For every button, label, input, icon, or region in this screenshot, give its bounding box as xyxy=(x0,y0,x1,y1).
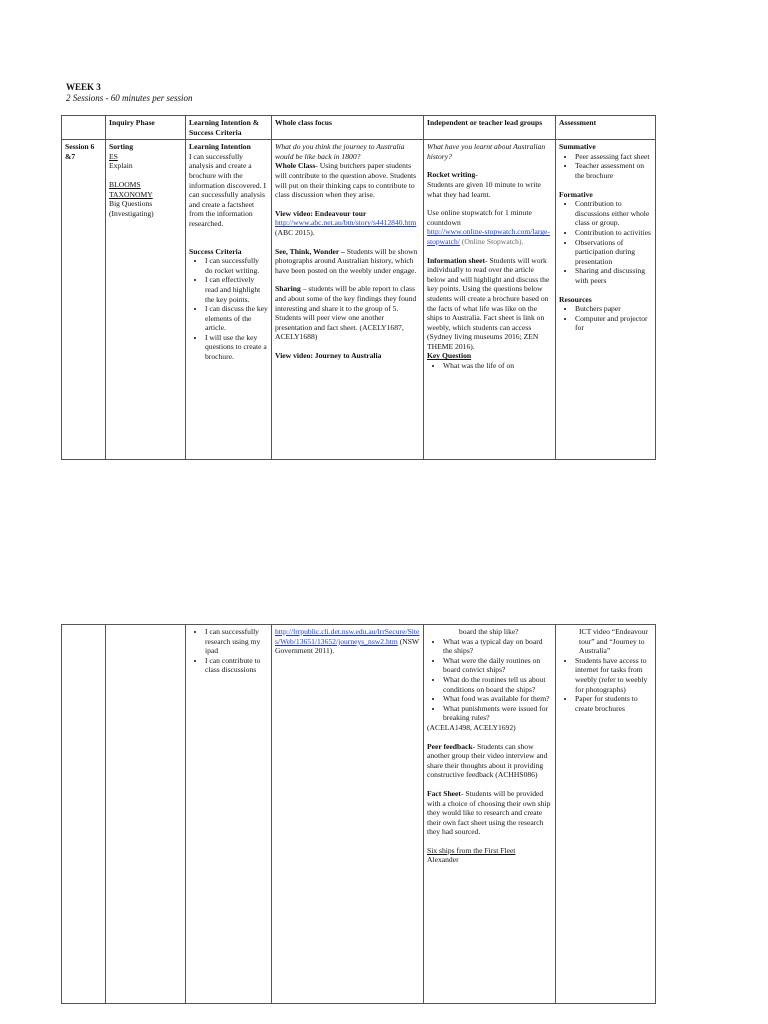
list-item: • I can successfully do rocket writing. xyxy=(205,256,268,275)
session-label: Session 6 &7 xyxy=(65,142,95,161)
sharing-label: Sharing xyxy=(275,284,301,294)
header-cell-inquiry: Inquiry Phase xyxy=(106,116,186,140)
list-item: • What punishments were issued for breaking rules? xyxy=(443,704,552,723)
list-item: • Contribution to discussions either whole class or group. xyxy=(575,199,652,228)
header-row xyxy=(62,116,656,140)
list-item: • I can discuss the key elements of the article. xyxy=(205,304,268,333)
resources-list xyxy=(559,656,652,714)
list-item: • Paper for students to create brochures xyxy=(575,694,652,713)
list-item: • Students have access to internet for tasks from weebly (refer to weebly for photographs) xyxy=(575,656,652,694)
groups-question: What have you learnt about Australian history? xyxy=(427,142,546,161)
summative-label: Summative xyxy=(559,142,596,152)
ship-name: Alexander xyxy=(427,855,459,865)
see-think-wonder xyxy=(275,247,420,276)
lesson-plan-table-continued xyxy=(61,624,656,1004)
view-video-label: View video xyxy=(275,208,311,218)
assessment-cell xyxy=(556,625,656,1004)
list-item: • Computer and projector for xyxy=(575,314,652,333)
information-sheet-text: - Students will work individually to read over the article below and will highlight and discuss the key points. Using the questions below students will create a brochure based on the facts of what life was like on the ships to Australia. Fact sheet is link on weebly, which students can access (Sydney living museums 2016; ZEN THEME 2016). xyxy=(427,255,550,351)
key-question-list xyxy=(427,361,552,371)
inquiry-cell xyxy=(106,140,186,460)
learning-cell xyxy=(186,140,272,460)
li-text: I can successfully analysis and create a brochure with the information discovered. I can successfully analysis and create a factsheet from the information researched. xyxy=(189,151,266,228)
fact-sheet-text: - Students will be provided with a choice of choosing their own ship they would like to research and create their own fact sheet using the research they had sourced. xyxy=(427,788,551,837)
list-item: • What do the routines tell us about conditions on board the ships? xyxy=(443,675,552,694)
key-question-list xyxy=(427,637,552,723)
header-cell-whole-class: Whole class focus xyxy=(272,116,424,140)
fact-sheet-para xyxy=(427,789,552,837)
whole-class-para xyxy=(275,161,420,199)
peer-feedback-label: Peer feedback xyxy=(427,741,473,751)
curriculum-codes: (ACELA1498, ACELY1692) xyxy=(427,722,516,732)
list-item: • Teacher assessment on the brochure xyxy=(575,161,652,180)
whole-class-label: Whole Class xyxy=(275,161,316,171)
list-item: • I will use the key questions to create a brochure. xyxy=(205,333,268,362)
journey-video-link[interactable]: http://lrrpublic.cli.det.nsw.edu.au/lrrSecure/Sites/Web/13651/13652/journeys_nsw2.htm xyxy=(275,627,420,646)
list-item: • Butchers paper xyxy=(575,304,652,314)
stopwatch-link[interactable]: http://www.online-stopwatch.com/large-stopwatch/ xyxy=(427,227,550,246)
resources-continued: ICT video “Endeavour tour” and “Journey to Australia” xyxy=(579,627,649,656)
stopwatch-citation: (Online Stopwatch). xyxy=(461,236,524,246)
peer-feedback-text: - Students can show another group their video interview and share their thoughts about it providing constructive feedback (ACHHS086) xyxy=(427,741,548,780)
list-item: • I can effectively read and highlight the key points. xyxy=(205,275,268,304)
header-cell-groups: Independent or teacher lead groups xyxy=(424,116,556,140)
li-heading: Learning Intention xyxy=(189,142,251,152)
whole-class-text: - Using butchers paper students will contribute to the question above. Students will put on their thinking caps to contribute to class discussion when they arise. xyxy=(275,161,417,200)
groups-cell xyxy=(424,140,556,460)
information-sheet-label: Information sheet xyxy=(427,255,486,265)
assessment-cell xyxy=(556,140,656,460)
stopwatch-text: Use online stopwatch for 1 minute countdown xyxy=(427,208,532,227)
whole-class-cell xyxy=(272,625,424,1004)
sc-heading: Success Criteria xyxy=(189,246,242,256)
page-header xyxy=(66,82,193,104)
big-questions: Big Questions (Investigating) xyxy=(109,199,154,218)
header-cell-learning: Learning Intention & Success Criteria xyxy=(186,116,272,140)
formative-list xyxy=(559,199,652,285)
list-item: • What was a typical day on board the ships? xyxy=(443,637,552,656)
inquiry-explain: Explain xyxy=(109,161,133,171)
list-item: • What were the daily routines on board convict ships? xyxy=(443,656,552,675)
session-row-continued xyxy=(62,625,656,1004)
peer-feedback-para xyxy=(427,742,552,780)
sharing-para xyxy=(275,284,420,342)
list-item: • Observations of participation during presentation xyxy=(575,238,652,267)
six-ships-link[interactable]: Six ships from the First Fleet xyxy=(427,845,516,855)
list-item: • What was the life of on xyxy=(443,361,552,371)
lesson-plan-table xyxy=(61,115,656,460)
summative-list xyxy=(559,152,652,181)
week-title: WEEK 3 xyxy=(66,82,101,92)
sharing-text: – students will be able report to class and about some of the key findings they found interesting and share it to the group of 5. Students will peer view one another presentation and fact sheet. (ACELY1687, ACELY1688) xyxy=(275,284,417,342)
journey-link-para xyxy=(275,627,420,656)
key-question-label: Key Question xyxy=(427,351,472,361)
session-cell xyxy=(62,625,106,1004)
formative-label: Formative xyxy=(559,189,593,199)
rocket-writing-label: Rocket writing- xyxy=(427,170,478,180)
video-citation: (ABC 2015). xyxy=(275,227,315,237)
key-question-continued: board the ship like? xyxy=(459,627,519,636)
stopwatch-link-para xyxy=(427,227,552,246)
view-video-1 xyxy=(275,209,420,219)
learning-cell xyxy=(186,625,272,1004)
endeavour-video-link[interactable]: http://www.abc.net.au/btn/story/s4412840.htm xyxy=(275,218,417,228)
list-item: • Contribution to activities xyxy=(575,228,652,238)
view-video-2: View video: Journey to Australia xyxy=(275,350,382,360)
view-video-title: : Endeavour tour xyxy=(310,208,367,218)
list-item: • Sharing and discussing with peers xyxy=(575,266,652,285)
inquiry-cell xyxy=(106,625,186,1004)
whole-question: What do you think the journey to Australia would be like back in 1800? xyxy=(275,142,405,161)
list-item: • I can contribute to class discussions xyxy=(205,656,268,675)
rocket-writing-text: Students are given 10 minute to write what they had learnt. xyxy=(427,179,541,199)
information-sheet-para xyxy=(427,256,552,352)
stw-label: See, Think, Wonder – xyxy=(275,246,347,256)
stw-text: Students will be shown photographs around Australian history, which have been posted on the weebly under engage. xyxy=(275,246,418,275)
header-cell-session xyxy=(62,116,106,140)
session-row xyxy=(62,140,656,460)
list-item: • I can successfully research using my ipad xyxy=(205,627,268,656)
sc-list xyxy=(189,256,268,362)
sc-list xyxy=(189,627,268,675)
journey-citation: (NSW Government 2011). xyxy=(275,636,419,656)
list-item: • What food was available for them? xyxy=(443,694,552,704)
session-cell xyxy=(62,140,106,460)
video-link-para xyxy=(275,218,420,237)
header-cell-assessment: Assessment xyxy=(556,116,656,140)
session-info: 2 Sessions - 60 minutes per session xyxy=(66,93,193,103)
fact-sheet-label: Fact Sheet xyxy=(427,788,461,798)
whole-class-cell xyxy=(272,140,424,460)
inquiry-phase: Sorting xyxy=(109,142,134,152)
groups-cell xyxy=(424,625,556,1004)
blooms-taxonomy: BLOOMS TAXONOMY xyxy=(109,179,153,199)
list-item: • Peer assessing fact sheet xyxy=(575,152,652,162)
inquiry-es: ES xyxy=(109,151,118,161)
resources-label: Resources xyxy=(559,294,592,304)
resources-list xyxy=(559,304,652,333)
